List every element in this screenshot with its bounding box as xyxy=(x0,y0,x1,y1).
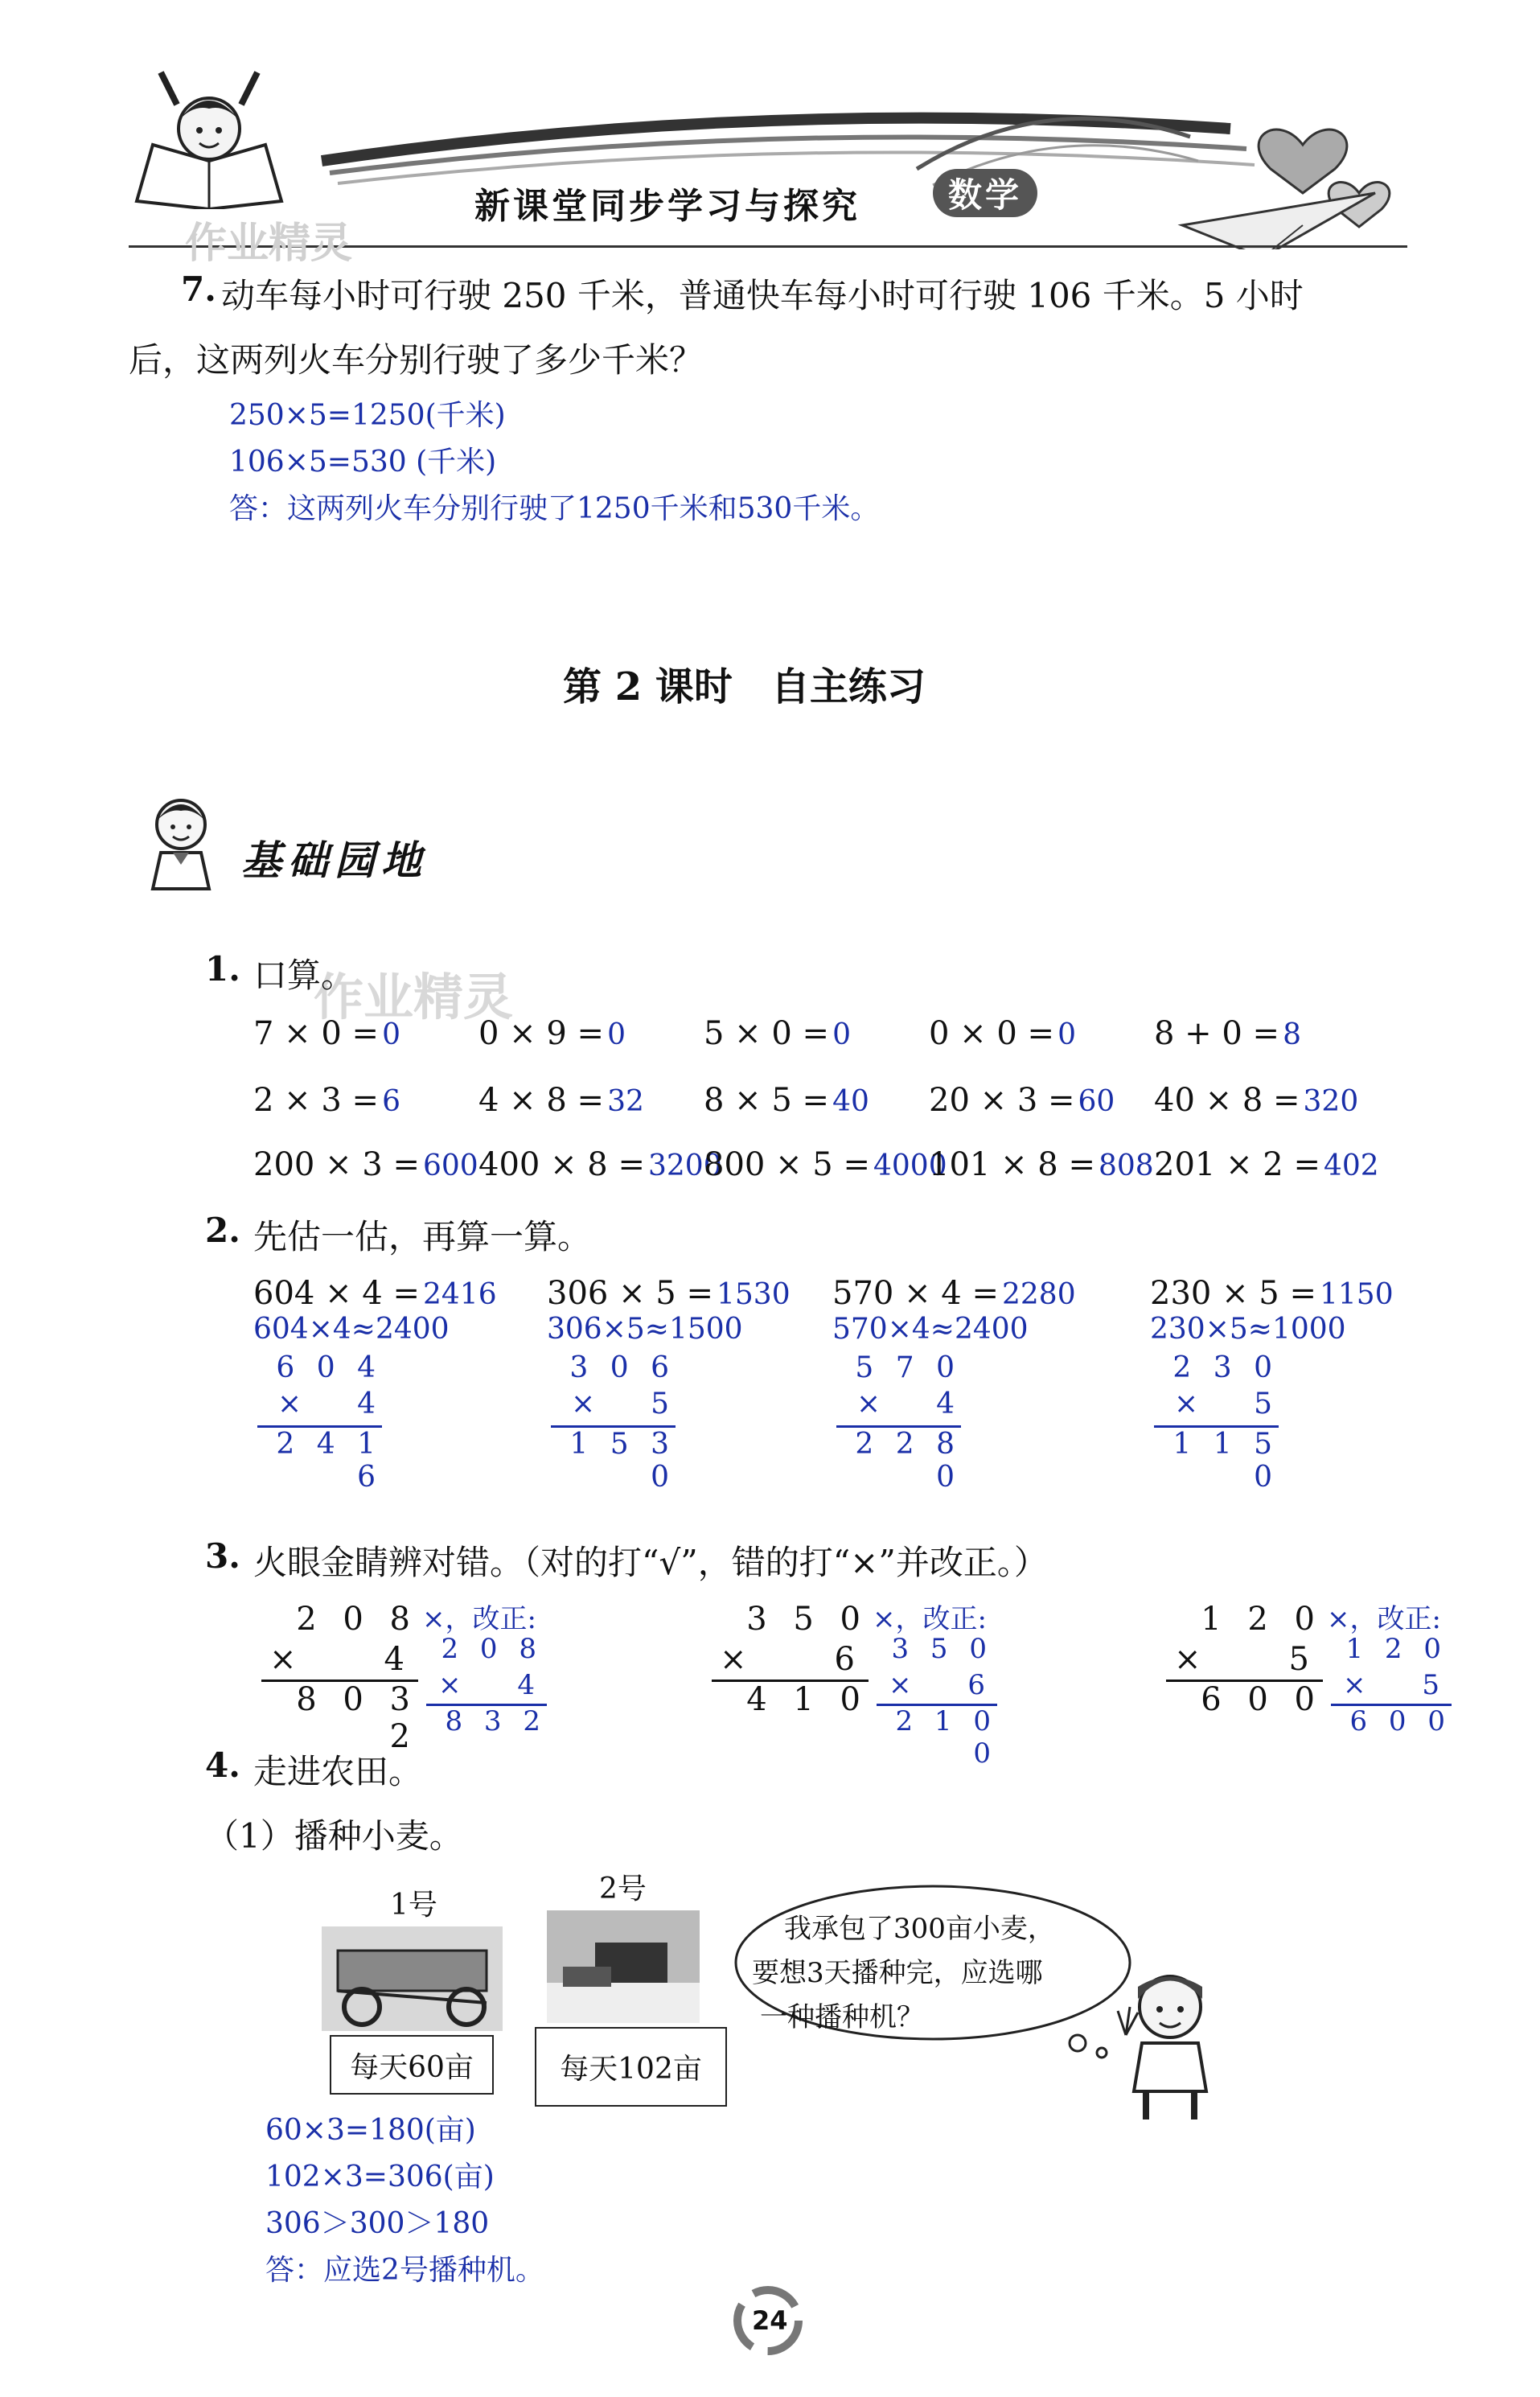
vertical-multiplier: 5 xyxy=(1254,1388,1272,1421)
estimate-expression: 230 × 5 = xyxy=(1150,1275,1316,1312)
seeder-machine-1-image xyxy=(322,1926,503,2031)
oral-calc-expression: 5 × 0 = xyxy=(704,1015,830,1052)
oral-calc-answer: 60 xyxy=(1078,1085,1115,1118)
vertical-top-number: 5 7 0 xyxy=(855,1351,961,1384)
estimate-approx: 230×5≈1000 xyxy=(1150,1313,1346,1346)
oral-calc-answer: 32 xyxy=(607,1085,644,1118)
machine1-rate: 每天60亩 xyxy=(350,2050,474,2084)
oral-calc-answer: 0 xyxy=(382,1018,400,1051)
oral-calc-answer: 8 xyxy=(1283,1018,1301,1051)
original-multiplier: 6 xyxy=(834,1641,855,1678)
oral-calc-answer: 0 xyxy=(1057,1018,1076,1051)
oral-calc-expression: 8 + 0 = xyxy=(1154,1015,1280,1052)
q1-label: 口算。 xyxy=(253,956,355,995)
estimate-expression: 306 × 5 = xyxy=(547,1275,713,1312)
machine1-rate-box xyxy=(330,2035,494,2095)
multiply-sign: × xyxy=(1174,1388,1199,1421)
corrected-top-number: 2 0 8 xyxy=(441,1633,543,1665)
q4-answer-line2: 102×3=306(亩) xyxy=(265,2161,495,2193)
vertical-top-number: 6 0 4 xyxy=(276,1351,382,1384)
original-result: 8 0 3 2 xyxy=(296,1681,418,1755)
estimate-exact-answer: 1150 xyxy=(1319,1278,1394,1311)
estimate-approx: 604×4≈2400 xyxy=(253,1313,450,1346)
student-icon xyxy=(129,788,233,893)
original-multiplier: 4 xyxy=(384,1641,405,1678)
oral-calc-expression: 800 × 5 = xyxy=(704,1146,870,1183)
corrected-multiplier: 4 xyxy=(517,1669,535,1701)
q4-number: 4. xyxy=(205,1745,240,1785)
oral-calc-item xyxy=(704,1015,851,1052)
oral-calc-item xyxy=(929,1146,1154,1183)
watermark: 作业精灵 xyxy=(314,968,514,1026)
farmer-boy-icon xyxy=(1110,1963,1222,2124)
seeder-machine-2-image xyxy=(547,1910,700,2023)
machine2-label: 2号 xyxy=(599,1873,647,1906)
corrected-result: 8 3 2 xyxy=(445,1705,547,1737)
corrected-top-number: 3 5 0 xyxy=(891,1633,993,1665)
oral-calc-expression: 40 × 8 = xyxy=(1154,1082,1300,1119)
subject-badge: 数学 xyxy=(933,169,1037,217)
oral-calc-item xyxy=(1154,1146,1379,1183)
girl-reading-icon xyxy=(129,64,290,209)
vertical-result: 2 4 1 6 xyxy=(276,1428,382,1494)
oral-calc-item xyxy=(253,1146,478,1183)
oral-calc-answer: 40 xyxy=(832,1085,869,1118)
original-multiplier-row xyxy=(269,1641,414,1678)
corrected-multiplier-row xyxy=(438,1669,543,1701)
speech-bubble-line1: 我承包了300亩小麦， xyxy=(784,1913,1055,1945)
q4-answer-line4: 答：应选2号播种机。 xyxy=(265,2254,544,2287)
q3-label: 火眼金睛辨对错。（对的打“√”，错的打“×”并改正。） xyxy=(253,1543,1048,1582)
watermark: 作业精灵 xyxy=(185,219,353,268)
oral-calc-answer: 0 xyxy=(607,1018,626,1051)
vertical-top-number: 2 3 0 xyxy=(1172,1351,1279,1384)
oral-calc-expression: 2 × 3 = xyxy=(253,1082,380,1119)
oral-calc-item xyxy=(478,1082,644,1119)
vertical-result: 1 5 3 0 xyxy=(569,1428,676,1494)
book-title: 新课堂同步学习与探究 xyxy=(474,186,860,227)
oral-calc-answer: 808 xyxy=(1098,1149,1154,1182)
vertical-multiplier-row xyxy=(277,1388,382,1421)
oral-calc-answer: 402 xyxy=(1323,1149,1379,1182)
original-multiplier-row xyxy=(1174,1641,1319,1678)
estimate-exact-answer: 2280 xyxy=(1001,1278,1076,1311)
q7-text-line1: 动车每小时可行驶 250 千米，普通快车每小时可行驶 106 千米。5 小时 xyxy=(221,276,1304,315)
q7-answer-line1: 250×5=1250(千米) xyxy=(229,399,506,432)
corrected-result: 2 1 0 0 xyxy=(895,1705,997,1770)
machine1-label: 1号 xyxy=(390,1889,437,1922)
estimate-approx: 570×4≈2400 xyxy=(832,1313,1029,1346)
oral-calc-item xyxy=(253,1015,400,1052)
q2-label: 先估一估，再算一算。 xyxy=(253,1217,592,1256)
oral-calc-expression: 0 × 9 = xyxy=(478,1015,605,1052)
vertical-multiplier: 4 xyxy=(936,1388,955,1421)
multiply-sign: × xyxy=(277,1388,302,1421)
estimate-item-expression xyxy=(547,1275,791,1312)
q1-number: 1. xyxy=(205,949,240,989)
oral-calc-item xyxy=(704,1082,869,1119)
q3-number: 3. xyxy=(205,1536,240,1576)
q7-text-line2: 后，这两列火车分别行驶了多少千米？ xyxy=(129,340,704,380)
correction-mark: ×，改正: xyxy=(422,1603,536,1635)
multiply-sign: × xyxy=(269,1641,297,1678)
estimate-exact-answer: 1530 xyxy=(716,1278,791,1311)
multiply-sign: × xyxy=(438,1669,462,1701)
corrected-result: 6 0 0 xyxy=(1349,1705,1452,1737)
corrected-multiplier-row xyxy=(889,1669,993,1701)
oral-calc-answer: 6 xyxy=(382,1085,400,1118)
vertical-multiplier-row xyxy=(856,1388,961,1421)
oral-calc-expression: 201 × 2 = xyxy=(1154,1146,1320,1183)
vertical-result: 2 2 8 0 xyxy=(855,1428,961,1494)
corrected-multiplier: 5 xyxy=(1422,1669,1439,1701)
oral-calc-item xyxy=(478,1146,722,1183)
vertical-multiplier-row xyxy=(571,1388,676,1421)
oral-calc-item xyxy=(929,1082,1115,1119)
original-result: 4 1 0 xyxy=(746,1681,869,1718)
original-result: 6 0 0 xyxy=(1201,1681,1323,1718)
machine2-rate: 每天102亩 xyxy=(560,2053,702,2086)
oral-calc-answer: 0 xyxy=(832,1018,851,1051)
vertical-multiplier-row xyxy=(1174,1388,1279,1421)
oral-calc-answer: 320 xyxy=(1303,1085,1359,1118)
multiply-sign: × xyxy=(571,1388,596,1421)
estimate-expression: 570 × 4 = xyxy=(832,1275,999,1312)
q7-answer-line3: 答：这两列火车分别行驶了1250千米和530千米。 xyxy=(229,492,880,525)
multiply-sign: × xyxy=(856,1388,881,1421)
machine2-rate-box xyxy=(535,2027,727,2107)
q4-sub1: （1）播种小麦。 xyxy=(205,1816,463,1856)
speech-bubble-line2: 要想3天播种完，应选哪 xyxy=(752,1957,1043,1989)
oral-calc-item xyxy=(704,1146,947,1183)
vertical-multiplier: 5 xyxy=(651,1388,669,1421)
lesson-title: 第 2 课时 自主练习 xyxy=(563,664,926,709)
q2-number: 2. xyxy=(205,1211,240,1250)
oral-calc-answer: 4000 xyxy=(873,1149,947,1182)
estimate-approx: 306×5≈1500 xyxy=(547,1313,743,1346)
original-top-number: 3 5 0 xyxy=(746,1601,869,1638)
q4-answer-line3: 306＞300＞180 xyxy=(265,2207,490,2240)
oral-calc-answer: 600 xyxy=(422,1149,478,1182)
original-multiplier-row xyxy=(720,1641,864,1678)
multiply-sign: × xyxy=(1343,1669,1366,1701)
vertical-multiplier: 4 xyxy=(357,1388,376,1421)
correction-mark: ×，改正: xyxy=(873,1603,987,1635)
estimate-expression: 604 × 4 = xyxy=(253,1275,420,1312)
q7-answer-line2: 106×5=530 (千米) xyxy=(229,446,497,479)
estimate-item-expression xyxy=(832,1275,1076,1312)
oral-calc-answer: 3200 xyxy=(647,1149,722,1182)
oral-calc-expression: 20 × 3 = xyxy=(929,1082,1075,1119)
page-number: 24 xyxy=(752,2305,788,2336)
vertical-top-number: 3 0 6 xyxy=(569,1351,676,1384)
q4-label: 走进农田。 xyxy=(253,1752,423,1791)
oral-calc-expression: 7 × 0 = xyxy=(253,1015,380,1052)
section-title: 基础园地 xyxy=(241,837,428,884)
oral-calc-expression: 0 × 0 = xyxy=(929,1015,1055,1052)
speech-bubble-line3: 一种播种机？ xyxy=(760,2001,924,2033)
corrected-multiplier-row xyxy=(1343,1669,1448,1701)
estimate-item-expression xyxy=(1150,1275,1394,1312)
vertical-result: 1 1 5 0 xyxy=(1172,1428,1279,1494)
estimate-item-expression xyxy=(253,1275,497,1312)
oral-calc-expression: 400 × 8 = xyxy=(478,1146,645,1183)
original-multiplier: 5 xyxy=(1288,1641,1309,1678)
oral-calc-item xyxy=(929,1015,1076,1052)
estimate-exact-answer: 2416 xyxy=(422,1278,497,1311)
corrected-top-number: 1 2 0 xyxy=(1345,1633,1448,1665)
multiply-sign: × xyxy=(889,1669,912,1701)
oral-calc-item xyxy=(1154,1015,1301,1052)
oral-calc-expression: 4 × 8 = xyxy=(478,1082,605,1119)
oral-calc-expression: 101 × 8 = xyxy=(929,1146,1095,1183)
q4-answer-line1: 60×3=180(亩) xyxy=(265,2114,476,2147)
corrected-multiplier: 6 xyxy=(967,1669,985,1701)
original-top-number: 1 2 0 xyxy=(1201,1601,1323,1638)
oral-calc-expression: 8 × 5 = xyxy=(704,1082,830,1119)
oral-calc-item xyxy=(253,1082,400,1119)
multiply-sign: × xyxy=(720,1641,747,1678)
oral-calc-expression: 200 × 3 = xyxy=(253,1146,420,1183)
oral-calc-item xyxy=(478,1015,626,1052)
multiply-sign: × xyxy=(1174,1641,1201,1678)
q7-number: 7. xyxy=(181,269,216,309)
original-top-number: 2 0 8 xyxy=(296,1601,418,1638)
oral-calc-item xyxy=(1154,1082,1358,1119)
correction-mark: ×，改正: xyxy=(1327,1603,1441,1635)
